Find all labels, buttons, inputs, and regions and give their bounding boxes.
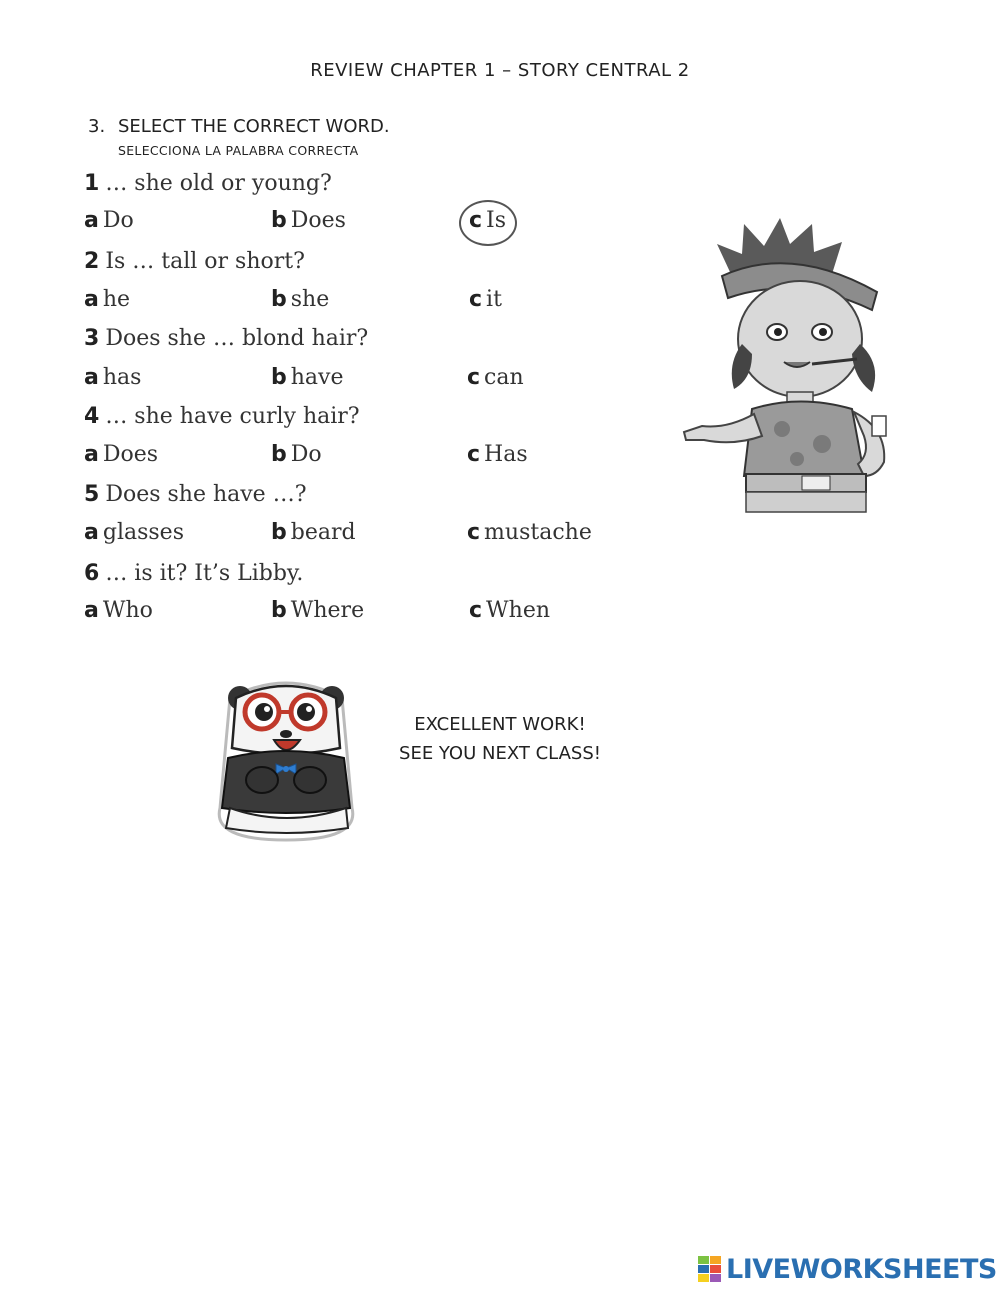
panda-bear-illustration (200, 668, 372, 844)
option-1b[interactable]: b Does (271, 208, 346, 233)
question-1 (84, 171, 332, 196)
message-line-1: EXCELLENT WORK! (414, 714, 586, 735)
instruction-subtext: SELECCIONA LA PALABRA CORRECTA (118, 143, 359, 158)
question-4 (84, 404, 360, 429)
question-number: 4 (84, 404, 100, 429)
question-text: Does she have …? (105, 482, 307, 507)
option-5a[interactable]: a glasses (84, 520, 184, 545)
option-1a[interactable]: a Do (84, 208, 134, 233)
brand-name: LIVEWORKSHEETS (726, 1253, 997, 1285)
question-5 (84, 482, 307, 507)
option-1c[interactable]: c Is (469, 208, 507, 233)
message-line-2: SEE YOU NEXT CLASS! (399, 743, 601, 764)
question-number: 3 (84, 326, 100, 351)
question-text: … is it? It’s Libby. (105, 561, 304, 586)
question-number: 1 (84, 171, 100, 196)
question-number: 2 (84, 249, 100, 274)
option-2c[interactable]: c it (469, 287, 502, 312)
option-2a[interactable]: a he (84, 287, 131, 312)
option-3c[interactable]: c can (467, 365, 524, 390)
brand-footer[interactable] (698, 1252, 997, 1286)
option-3a[interactable]: a has (84, 365, 142, 390)
option-6b[interactable]: b Where (271, 598, 365, 623)
cartoon-girl-illustration (672, 214, 912, 514)
question-text: Is … tall or short? (105, 249, 305, 274)
option-6c[interactable]: c When (469, 598, 551, 623)
question-3 (84, 326, 368, 351)
question-number: 6 (84, 561, 100, 586)
instruction-text: SELECT THE CORRECT WORD. (118, 116, 390, 137)
question-number: 5 (84, 482, 100, 507)
question-text: … she have curly hair? (105, 404, 360, 429)
closing-message (385, 710, 615, 768)
option-2b[interactable]: b she (271, 287, 330, 312)
option-4a[interactable]: a Does (84, 442, 159, 467)
option-4c[interactable]: c Has (467, 442, 528, 467)
page-title: REVIEW CHAPTER 1 – STORY CENTRAL 2 (310, 60, 690, 81)
question-2 (84, 249, 305, 274)
liveworksheets-logo-icon (698, 1256, 722, 1282)
option-3b[interactable]: b have (271, 365, 344, 390)
instruction-number: 3. (88, 116, 106, 137)
option-5c[interactable]: c mustache (467, 520, 592, 545)
instruction (88, 116, 390, 137)
answer-circle (459, 200, 517, 246)
question-6 (84, 561, 303, 586)
question-text: … she old or young? (105, 171, 332, 196)
question-text: Does she … blond hair? (105, 326, 369, 351)
option-4b[interactable]: b Do (271, 442, 322, 467)
option-6a[interactable]: a Who (84, 598, 153, 623)
option-5b[interactable]: b beard (271, 520, 356, 545)
